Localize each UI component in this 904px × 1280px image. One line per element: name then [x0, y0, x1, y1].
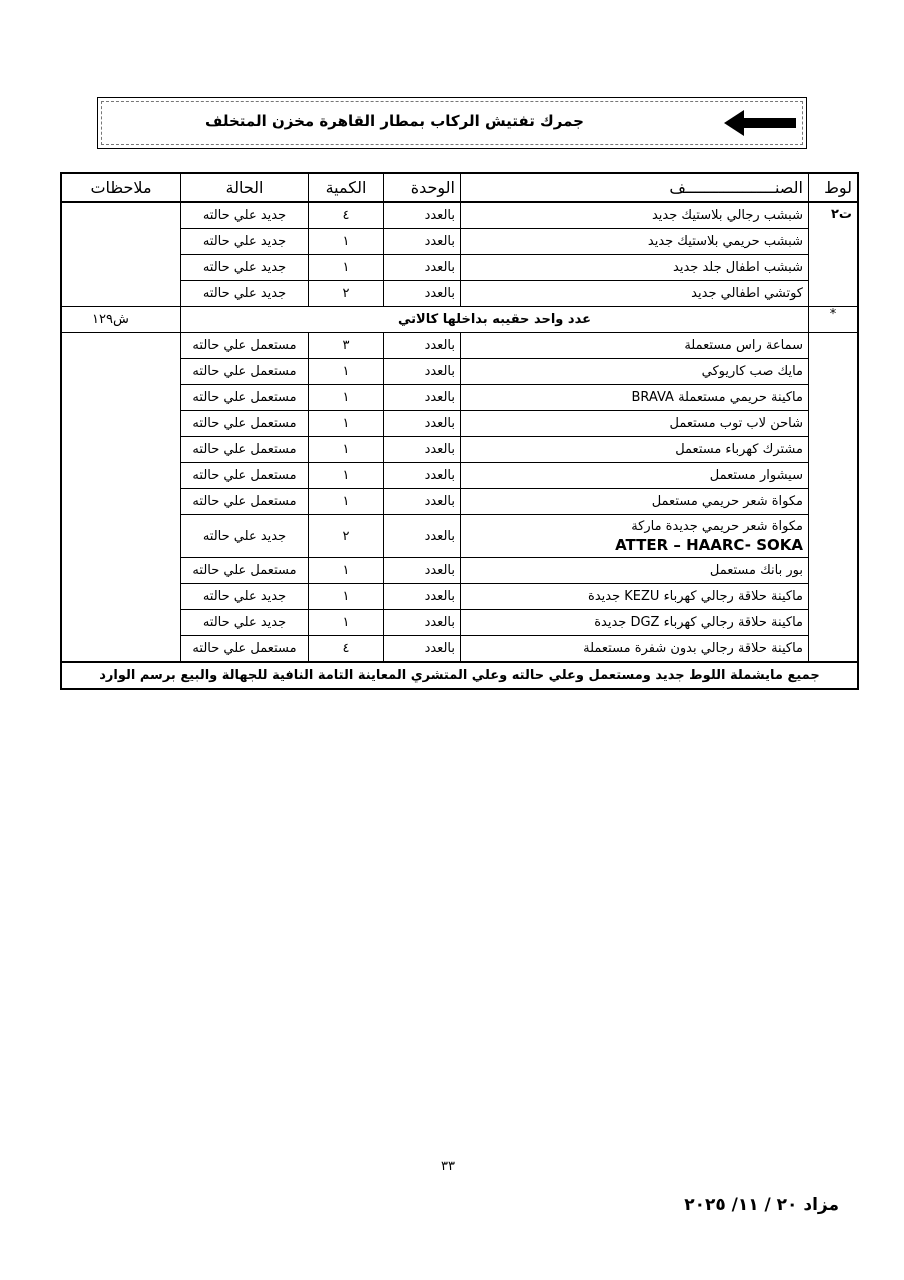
table-row — [61, 411, 858, 437]
item-unit: بالعدد — [384, 558, 461, 584]
item-condition: مستعمل علي حالته — [181, 385, 309, 411]
col-header-item: الصنـــــــــــــــــــف — [461, 173, 809, 202]
item-name: مايك صب كاريوكي — [461, 359, 809, 385]
item-condition: مستعمل علي حالته — [181, 333, 309, 359]
item-condition: مستعمل علي حالته — [181, 558, 309, 584]
item-unit: بالعدد — [384, 636, 461, 663]
item-name: شبشب رجالي بلاستيك جديد — [461, 202, 809, 229]
table-row — [61, 385, 858, 411]
item-condition: مستعمل علي حالته — [181, 437, 309, 463]
group-header-row — [61, 307, 858, 333]
table-row — [61, 636, 858, 663]
item-qty: ١ — [309, 385, 384, 411]
page-number: ٣٣ — [441, 1159, 455, 1174]
item-name: مشترك كهرباء مستعمل — [461, 437, 809, 463]
lot-terms-note: جميع مايشملة اللوط جديد ومستعمل وعلي حالته وعلي المتشري المعاينة التامة النافية للجهالة والبيع برسم الوارد — [61, 662, 858, 689]
item-unit: بالعدد — [384, 610, 461, 636]
item-condition: جديد علي حالته — [181, 202, 309, 229]
item-qty: ١ — [309, 584, 384, 610]
item-condition: جديد علي حالته — [181, 515, 309, 558]
col-header-notes: ملاحظات — [61, 173, 181, 202]
item-qty: ١ — [309, 610, 384, 636]
table-row — [61, 202, 858, 229]
item-condition: جديد علي حالته — [181, 229, 309, 255]
item-unit: بالعدد — [384, 411, 461, 437]
item-qty: ٢ — [309, 281, 384, 307]
item-name: شبشب حريمي بلاستيك جديد — [461, 229, 809, 255]
item-name-line2: ATTER – HAARC- SOKA — [615, 536, 803, 554]
item-name: ماكينة حلاقة رجالي بدون شفرة مستعملة — [461, 636, 809, 663]
lot-id: ت٢ — [809, 202, 859, 307]
notes-cell — [61, 202, 181, 307]
item-name: سيشوار مستعمل — [461, 463, 809, 489]
item-name: بور بانك مستعمل — [461, 558, 809, 584]
item-name: ماكينة حريمي مستعملة BRAVA — [461, 385, 809, 411]
header-title: جمرك تفتيش الركاب بمطار القاهرة مخزن المتخلف — [204, 112, 584, 130]
item-unit: بالعدد — [384, 281, 461, 307]
item-qty: ٤ — [309, 636, 384, 663]
item-unit: بالعدد — [384, 515, 461, 558]
item-unit: بالعدد — [384, 333, 461, 359]
item-unit: بالعدد — [384, 229, 461, 255]
lot-cell-empty — [809, 333, 859, 663]
item-condition: مستعمل علي حالته — [181, 411, 309, 437]
item-name-line1: مكواة شعر حريمي جديدة ماركة — [631, 519, 803, 534]
auction-date: مزاد ٢٠ / ١١/ ٢٠٢٥ — [684, 1195, 839, 1215]
item-name: ماكينة حلاقة رجالي كهرباء KEZU جديدة — [461, 584, 809, 610]
item-qty: ١ — [309, 463, 384, 489]
header-box — [97, 97, 807, 149]
item-qty: ٣ — [309, 333, 384, 359]
item-condition: جديد علي حالته — [181, 255, 309, 281]
item-qty: ١ — [309, 229, 384, 255]
item-unit: بالعدد — [384, 584, 461, 610]
notes-cell — [61, 333, 181, 663]
table-row — [61, 489, 858, 515]
item-condition: مستعمل علي حالته — [181, 359, 309, 385]
table-row — [61, 437, 858, 463]
table-row — [61, 281, 858, 307]
table-row — [61, 359, 858, 385]
table-row — [61, 229, 858, 255]
table-row — [61, 558, 858, 584]
item-condition: جديد علي حالته — [181, 610, 309, 636]
group-note: ش١٢٩ — [61, 307, 181, 333]
table-row — [61, 610, 858, 636]
item-unit: بالعدد — [384, 437, 461, 463]
col-header-qty: الكمية — [309, 173, 384, 202]
table-row — [61, 584, 858, 610]
item-condition: جديد علي حالته — [181, 584, 309, 610]
group-description: عدد واحد حقيبه بداخلها كالاتي — [181, 307, 809, 333]
item-condition: مستعمل علي حالته — [181, 489, 309, 515]
item-condition: مستعمل علي حالته — [181, 636, 309, 663]
item-unit: بالعدد — [384, 255, 461, 281]
item-qty: ١ — [309, 489, 384, 515]
item-qty: ١ — [309, 411, 384, 437]
col-header-unit: الوحدة — [384, 173, 461, 202]
left-arrow-icon — [724, 110, 796, 136]
item-unit: بالعدد — [384, 202, 461, 229]
item-qty: ١ — [309, 255, 384, 281]
item-unit: بالعدد — [384, 463, 461, 489]
table-row — [61, 255, 858, 281]
item-name: مكواة شعر حريمي مستعمل — [461, 489, 809, 515]
item-qty: ١ — [309, 437, 384, 463]
table-row — [61, 333, 858, 359]
col-header-lot: لوط — [809, 173, 859, 202]
item-condition: جديد علي حالته — [181, 281, 309, 307]
item-name: شبشب اطفال جلد جديد — [461, 255, 809, 281]
item-name-two-line — [461, 515, 809, 558]
item-unit: بالعدد — [384, 359, 461, 385]
footer-row — [61, 662, 858, 689]
item-unit: بالعدد — [384, 489, 461, 515]
item-qty: ١ — [309, 558, 384, 584]
item-condition: مستعمل علي حالته — [181, 463, 309, 489]
table-header-row — [61, 173, 858, 202]
item-name: كوتشي اطفالي جديد — [461, 281, 809, 307]
item-qty: ٤ — [309, 202, 384, 229]
group-marker: * — [809, 307, 859, 333]
item-qty: ١ — [309, 359, 384, 385]
item-name: شاحن لاب توب مستعمل — [461, 411, 809, 437]
item-qty: ٢ — [309, 515, 384, 558]
item-name: سماعة راس مستعملة — [461, 333, 809, 359]
table-row — [61, 515, 858, 558]
item-unit: بالعدد — [384, 385, 461, 411]
items-table — [60, 172, 859, 690]
table-row — [61, 463, 858, 489]
col-header-condition: الحالة — [181, 173, 309, 202]
item-name: ماكينة حلاقة رجالي كهرباء DGZ جديدة — [461, 610, 809, 636]
